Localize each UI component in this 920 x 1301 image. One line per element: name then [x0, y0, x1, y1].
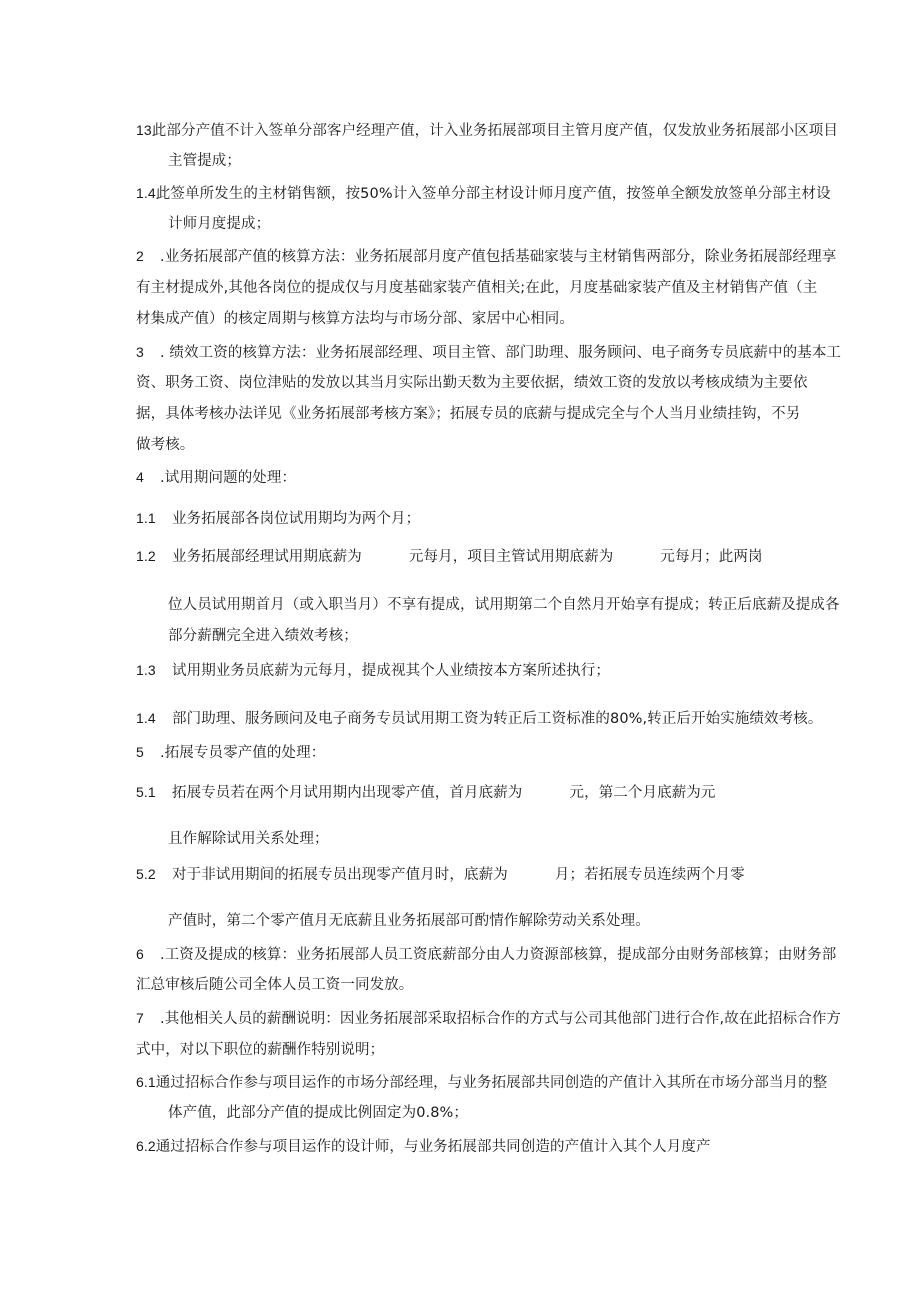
section-text: 做考核。 — [136, 437, 195, 453]
clause-text: 部门助理、服务顾问及电子商务专员试用期工资为转正后工资标准的80%,转正后开始实施绩效考核。 — [172, 711, 823, 727]
section-number: 6 — [136, 946, 144, 962]
clause-text: 拓展专员若在两个月试用期内出现零产值，首月底薪为 元，第二个月底薪为元 — [172, 785, 716, 801]
section-text: 资、职务工资、岗位津贴的发放以其当月实际出勤天数为主要依据，绩效工资的发放以考核成绩为主要依 — [136, 375, 808, 391]
section-text: 式中，对以下职位的薪酬作特别说明； — [136, 1042, 385, 1058]
section-number: 5 — [136, 744, 144, 760]
clause-text: 产值时，第二个零产值月无底薪且业务拓展部可酌情作解除劳动关系处理。 — [168, 913, 650, 929]
clause-6-1 — [136, 1072, 827, 1093]
clause-1-3 — [136, 120, 838, 141]
section-number: 2 — [136, 248, 144, 264]
clause-number: 13 — [136, 122, 152, 138]
clause-4-1-4 — [136, 708, 822, 729]
clause-number: 1.1 — [136, 510, 156, 526]
clause-6-1-cont — [168, 1103, 468, 1123]
section-4 — [136, 467, 296, 488]
clause-5-1-cont — [168, 829, 329, 849]
section-text: .其他相关人员的薪酬说明：因业务拓展部采取招标合作的方式与公司其他部门进行合作,故在此招标合作方 — [160, 1011, 842, 1027]
clause-number: 5.2 — [136, 866, 156, 882]
clause-4-1-2 — [136, 546, 763, 567]
clause-text: 业务拓展部各岗位试用期均为两个月； — [172, 511, 421, 527]
clause-text: 业务拓展部经理试用期底薪为 元每月，项目主管试用期底薪为 元每月；此两岗 — [172, 549, 763, 565]
clause-number: 1.2 — [136, 548, 156, 564]
clause-4-1-3 — [136, 660, 610, 681]
clause-number: 1.3 — [136, 662, 156, 678]
section-3 — [136, 342, 841, 363]
section-text: .拓展专员零产值的处理： — [160, 745, 326, 761]
clause-4-1-1 — [136, 508, 420, 529]
section-text: .业务拓展部产值的核算方法：业务拓展部月度产值包括基础家装与主材销售两部分，除业务拓展部经理享 — [160, 249, 837, 265]
clause-4-1-2-cont-2 — [168, 626, 358, 646]
clause-number: 1.4 — [136, 710, 156, 726]
section-text: 材集成产值）的核定周期与核算方法均与市场分部、家居中心相同。 — [136, 311, 574, 327]
section-number: 4 — [136, 469, 144, 485]
clause-text: 计师月度提成； — [168, 216, 271, 232]
clause-text: 体产值，此部分产值的提成比例固定为0.8%； — [168, 1105, 469, 1121]
section-2 — [136, 246, 836, 267]
clause-6-2 — [136, 1136, 711, 1157]
section-text: .试用期问题的处理： — [160, 470, 297, 486]
section-number: 7 — [136, 1010, 144, 1026]
clause-number: 6.1 — [136, 1074, 156, 1090]
clause-text: 此部分产值不计入签单分部客户经理产值，计入业务拓展部项目主管月度产值，仅发放业务拓展部小区项目 — [151, 123, 838, 139]
clause-text: 通过招标合作参与项目运作的设计师，与业务拓展部共同创造的产值计入其个人月度产 — [155, 1139, 711, 1155]
clause-text: 主管提成； — [168, 153, 241, 169]
clause-4-1-2-cont-1 — [168, 595, 840, 615]
clause-number: 1.4 — [136, 185, 156, 201]
clause-1-3-cont — [168, 151, 241, 171]
clause-text: 此签单所发生的主材销售额，按50%计入签单分部主材设计师月度产值，按签单全额发放签单分部主材设 — [155, 186, 831, 202]
clause-text: 通过招标合作参与项目运作的市场分部经理，与业务拓展部共同创造的产值计入其所在市场分部当月的整 — [155, 1075, 828, 1091]
clause-5-1 — [136, 782, 716, 803]
section-2-cont-2 — [136, 309, 574, 329]
clause-5-2 — [136, 864, 745, 885]
section-3-cont-1 — [136, 373, 808, 393]
clause-number: 5.1 — [136, 784, 156, 800]
clause-text: 试用期业务员底薪为元每月，提成视其个人业绩按本方案所述执行； — [172, 663, 610, 679]
section-text: 有主材提成外,其他各岗位的提成仅与月度基础家装产值相关;在此，月度基础家装产值及主材销售产值（主 — [136, 280, 818, 296]
section-text: 汇总审核后随公司全体人员工资一同发放。 — [136, 977, 414, 993]
section-text: 据，具体考核办法详见《业务拓展部考核方案》；拓展专员的底薪与提成完全与个人当月业绩挂钩，不另 — [136, 406, 801, 422]
section-text: .工资及提成的核算：业务拓展部人员工资底薪部分由人力资源部核算，提成部分由财务部核算；由财务部 — [160, 947, 837, 963]
clause-text: 位人员试用期首月（或入职当月）不享有提成，试用期第二个自然月开始享有提成；转正后底薪及提成各 — [168, 597, 840, 613]
section-7 — [136, 1008, 841, 1029]
section-3-cont-2 — [136, 404, 800, 424]
clause-1-4-cont — [168, 214, 270, 234]
clause-number: 6.2 — [136, 1138, 156, 1154]
section-text: . 绩效工资的核算方法：业务拓展部经理、项目主管、部门助理、服务顾问、电子商务专员底薪中的基本工 — [160, 345, 842, 361]
section-3-cont-3 — [136, 435, 194, 455]
clause-5-2-cont — [168, 911, 650, 931]
clause-1-4 — [136, 183, 831, 204]
clause-text: 部分薪酬完全进入绩效考核； — [168, 628, 358, 644]
clause-text: 且作解除试用关系处理； — [168, 831, 329, 847]
section-6 — [136, 944, 836, 965]
section-5 — [136, 742, 325, 763]
section-6-cont — [136, 975, 413, 995]
clause-text: 对于非试用期间的拓展专员出现零产值月时，底薪为 月；若拓展专员连续两个月零 — [172, 867, 745, 883]
section-2-cont-1 — [136, 278, 817, 298]
section-number: 3 — [136, 344, 144, 360]
section-7-cont — [136, 1040, 384, 1060]
